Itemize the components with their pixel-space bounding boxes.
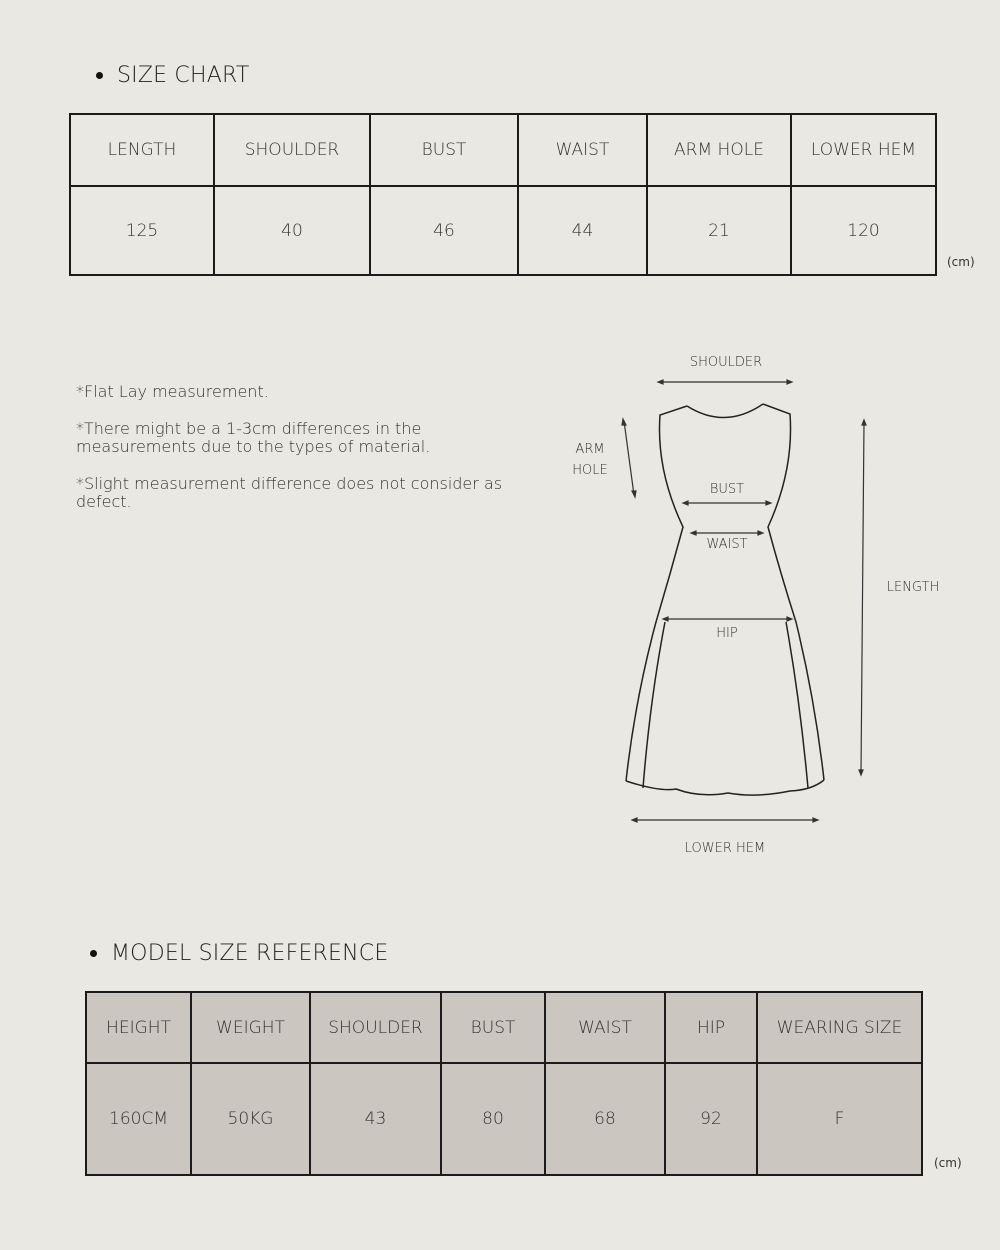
label-waist: WAIST: [706, 537, 748, 552]
header-cell-hip: HIP: [665, 992, 757, 1063]
header-cell-length: LENGTH: [70, 114, 214, 186]
value-cell-hip: 92: [665, 1063, 757, 1175]
note-item: *There might be a 1-3cm differences in the measurements due to the types of material.: [76, 419, 431, 456]
value-cell-bust: 80: [441, 1063, 545, 1175]
header-cell-waist: WAIST: [545, 992, 665, 1063]
label-hip: HIP: [716, 626, 738, 641]
model-size-heading: [90, 941, 388, 966]
value-cell-arm-hole: 21: [647, 186, 791, 275]
model-size-title: MODEL SIZE REFERENCE: [111, 941, 389, 966]
header-cell-wearing-size: WEARING SIZE: [757, 992, 922, 1063]
model-size-table: [85, 991, 923, 1176]
value-cell-waist: 44: [518, 186, 647, 275]
size-chart-title: SIZE CHART: [117, 63, 250, 88]
label-arm: ARM: [575, 442, 605, 457]
bullet-icon: [90, 950, 97, 957]
label-lower-hem: LOWER HEM: [684, 841, 766, 856]
note-item: *Flat Lay measurement.: [76, 382, 269, 401]
value-cell-shoulder: 40: [214, 186, 370, 275]
dress-outline: [626, 404, 824, 795]
header-cell-bust: BUST: [441, 992, 545, 1063]
value-cell-shoulder: 43: [310, 1063, 441, 1175]
label-shoulder: SHOULDER: [689, 355, 763, 370]
size-chart-unit: (cm): [947, 255, 975, 269]
header-cell-weight: WEIGHT: [191, 992, 310, 1063]
label-bust: BUST: [709, 482, 745, 497]
table-header-row: [86, 992, 922, 1063]
value-cell-height: 160CM: [86, 1063, 191, 1175]
header-cell-bust: BUST: [370, 114, 518, 186]
label-hole: HOLE: [572, 463, 608, 478]
table-row: [86, 1063, 922, 1175]
value-cell-wearing-size: F: [757, 1063, 922, 1175]
value-cell-length: 125: [70, 186, 214, 275]
header-cell-lower-hem: LOWER HEM: [791, 114, 936, 186]
header-cell-shoulder: SHOULDER: [214, 114, 370, 186]
value-cell-waist: 68: [545, 1063, 665, 1175]
header-cell-waist: WAIST: [518, 114, 647, 186]
value-cell-lower-hem: 120: [791, 186, 936, 275]
value-cell-weight: 50KG: [191, 1063, 310, 1175]
value-cell-bust: 46: [370, 186, 518, 275]
model-size-unit: (cm): [934, 1156, 962, 1170]
header-cell-height: HEIGHT: [86, 992, 191, 1063]
label-length: LENGTH: [886, 580, 940, 595]
header-cell-shoulder: SHOULDER: [310, 992, 441, 1063]
header-cell-arm-hole: ARM HOLE: [647, 114, 791, 186]
measurement-arrows: [622, 380, 866, 822]
note-item: *Slight measurement difference does not consider as defect.: [76, 474, 503, 511]
